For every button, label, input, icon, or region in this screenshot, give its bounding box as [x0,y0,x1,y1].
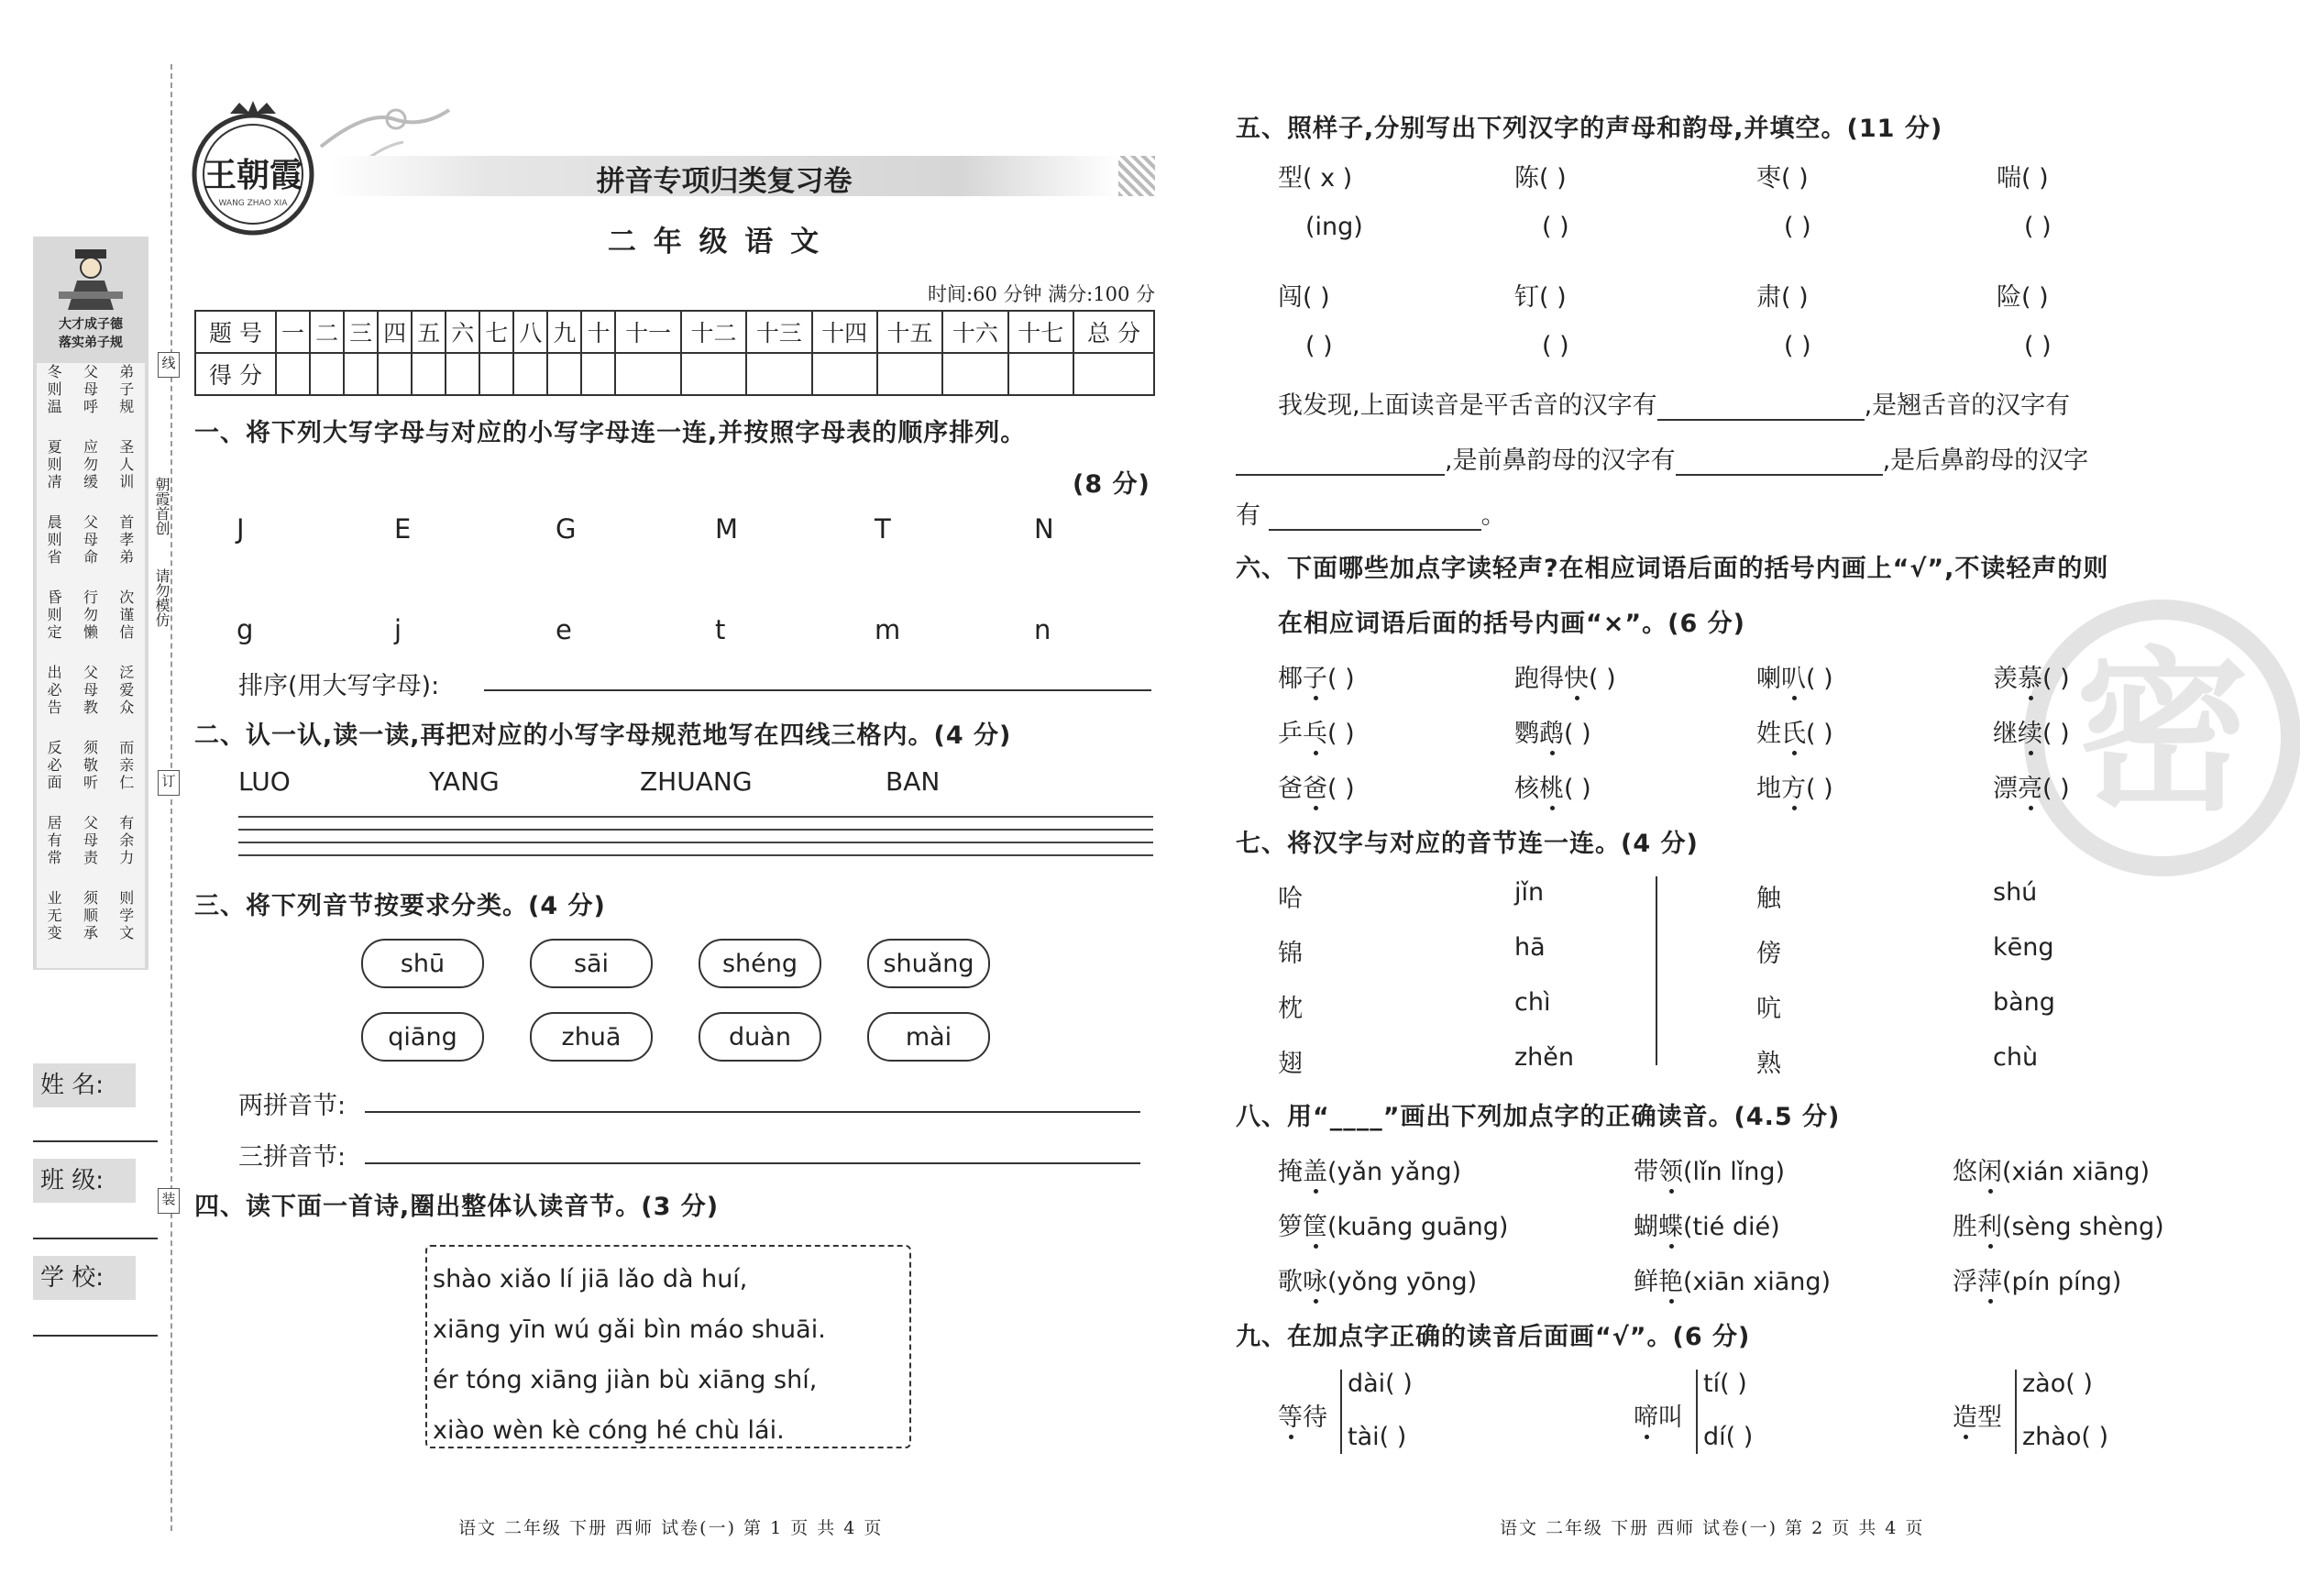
score-input-cell[interactable] [746,353,811,395]
uppercase-letter[interactable]: E [394,513,412,545]
q9-brace [1340,1370,1342,1454]
score-table [194,310,1155,396]
score-input-cell[interactable] [681,353,746,395]
q6-item-answer[interactable]: ( ) [2042,775,2070,803]
q8-item-answer[interactable]: (yǎn yǎng) [1327,1158,1462,1186]
q6-item-dotted-char: 续 [2018,720,2042,748]
q8-item-char: 胜 [1953,1213,1977,1241]
q7-syllable[interactable]: hā [1514,933,1546,962]
q8-title: 八、用“____”画出下列加点字的正确读音。(4.5 分) [1236,1103,1841,1131]
svg-text:王朝霞: 王朝霞 [203,156,303,194]
q8-item-dotted-char: 咏 [1303,1268,1327,1296]
syllable-cloud[interactable]: shuǎng [867,939,990,988]
q6-item-answer[interactable]: ( ) [1564,720,1591,748]
motto-cell: 行勿懒 [83,589,98,641]
q6-item-dotted-char: 子 [1303,665,1327,693]
score-header-cell: 总 分 [1073,311,1154,353]
q6-title-line2: 在相应词语后面的括号内画“×”。(6 分) [1278,610,1745,638]
seal-mark: 装 [158,1188,180,1214]
motto-cell: 父母教 [83,664,98,716]
poem-line: ér tóng xiāng jiàn bù xiāng shí, [433,1366,818,1394]
q9-dotted-char: 造 [1953,1403,1977,1432]
q5-item[interactable]: 钉( ) [1514,283,1567,312]
score-input-cell[interactable] [412,353,446,395]
uppercase-letter[interactable]: G [556,513,577,545]
q6-item-char: 鹦 [1514,720,1539,748]
brand-vertical-text: 朝霞首创 [153,477,171,535]
q6-item-char: 漂 [1993,775,2018,803]
q6-item[interactable] [1278,713,1355,749]
q6-item[interactable] [1993,713,2070,749]
score-label-cell: 得 分 [195,353,276,395]
q7-title: 七、将汉字与对应的音节连一连。(4 分) [1236,830,1699,858]
q6-item[interactable] [1514,713,1591,749]
motto-cell: 昏则定 [47,589,62,641]
footer-right: 语文 二年级 下册 西师 试卷(一) 第 2 页 共 4 页 [1500,1518,1925,1538]
q6-item-dotted-char: 桃 [1539,775,1564,803]
q7-char[interactable]: 触 [1756,885,1781,913]
score-header-cell: 十一 [615,311,680,353]
q6-item[interactable] [1756,768,1833,804]
scholar-figure-icon [50,246,132,310]
seal-mark: 订 [158,770,180,796]
title-banner-pattern [1118,156,1155,196]
time-info: 时间:60 分钟 满分:100 分 [928,283,1155,305]
motto-cell: 出必告 [47,664,62,716]
score-header-cell: 十五 [877,311,942,353]
uppercase-syllable: LUO [238,766,291,797]
uppercase-letter[interactable]: J [237,513,245,545]
q6-item-dotted-char: 鹉 [1539,720,1564,748]
q6-item-dotted-char: 快 [1564,665,1589,693]
q5-blank[interactable] [1676,474,1883,476]
q9-word [1278,1397,1327,1433]
motto-cell: 则学文 [119,889,135,941]
q6-item[interactable] [1278,658,1355,694]
score-header-cell: 题 号 [195,311,276,353]
q7-char[interactable]: 翅 [1278,1050,1303,1078]
q2-title: 二、认一认,读一读,再把对应的小写字母规范地写在四线三格内。(4 分) [194,721,1012,750]
q8-item-dotted-char: 筐 [1303,1213,1327,1241]
q5-item[interactable]: ( ) [2024,213,2052,241]
q8-item-answer[interactable]: (pín píng) [2002,1268,2122,1296]
motto-cell: 圣人训 [119,438,135,490]
q8-item-answer[interactable]: (sèng shèng) [2002,1213,2164,1241]
q8-item[interactable] [1634,1206,1780,1242]
motto-row [37,363,145,438]
q5-item[interactable]: ( ) [1542,213,1569,241]
q7-syllable[interactable]: bàng [1993,988,2055,1017]
q6-item[interactable] [1514,768,1591,804]
score-input-cell[interactable] [812,353,877,395]
motto-row [37,589,145,664]
motto-cell: 晨则省 [47,513,62,566]
q8-item[interactable] [1953,1206,2164,1242]
score-header-cell: 十三 [746,311,811,353]
q8-item-dotted-char: 蝶 [1658,1213,1683,1241]
q9-option[interactable]: dài( ) [1348,1370,1413,1398]
score-input-cell[interactable] [446,353,479,395]
q9-char: 型 [1977,1403,2002,1432]
uppercase-syllable: ZHUANG [640,766,753,797]
poem-line: xiāng yīn wú gǎi bìn máo shuāi. [433,1315,826,1344]
q7-syllable[interactable]: jǐn [1514,878,1545,907]
motto-cell: 居有常 [47,814,62,866]
poem-line: shào xiǎo lí jiā lǎo dà huí, [433,1265,748,1293]
q8-item-char: 蝴 [1634,1213,1658,1241]
q9-char: 待 [1303,1403,1327,1432]
syllable-cloud[interactable]: qiāng [361,1012,484,1062]
score-input-cell[interactable] [310,353,344,395]
q8-item-dotted-char: 领 [1658,1158,1683,1186]
q5-item[interactable]: ( ) [1784,332,1811,360]
score-header-cell: 六 [446,311,479,353]
q8-item-answer[interactable]: (tié dié) [1683,1213,1780,1241]
motto-cell: 反必面 [47,739,62,791]
q5-item[interactable]: ( ) [1542,332,1569,360]
motto-cell: 夏则凊 [47,438,62,490]
motto-cell: 应勿缓 [83,438,98,490]
name-label: 姓 名: [33,1063,136,1107]
motto-cell: 须顺承 [83,889,98,941]
q9-word [1953,1397,2002,1433]
q6-item-answer[interactable]: ( ) [1806,665,1833,693]
q7-syllable[interactable]: chì [1514,988,1551,1017]
q9-brace [2015,1370,2017,1454]
q8-item-char: 带 [1634,1158,1658,1186]
q8-item-char: 浮 [1953,1268,1977,1296]
q8-item-char: 歌 [1278,1268,1303,1296]
q5-item[interactable]: ( ) [2024,332,2052,360]
q5-blank[interactable] [1269,529,1481,531]
motto-cell: 有余力 [119,814,135,866]
q7-syllable[interactable]: shú [1993,878,2038,907]
q7-divider [1656,876,1657,1065]
seal-mark: 线 [158,352,180,378]
motto-cell: 冬则温 [47,363,62,415]
brand-vertical-text-2: 请勿模仿 [153,568,171,627]
score-input-cell[interactable] [344,353,378,395]
q6-item-dotted-char: 爸 [1303,775,1327,803]
q8-item-answer[interactable]: (yǒng yōng) [1327,1268,1478,1296]
q6-item-char: 椰 [1278,665,1303,693]
score-input-cell[interactable] [1008,353,1073,395]
q7-syllable[interactable]: zhěn [1514,1043,1575,1072]
q8-item-dotted-char: 利 [1977,1213,2002,1241]
score-header-cell: 八 [513,311,547,353]
footer-left: 语文 二年级 下册 西师 试卷(一) 第 1 页 共 4 页 [458,1518,884,1538]
motto-cell: 父母责 [83,814,98,866]
q5-item[interactable]: ( ) [1305,332,1333,360]
q9-word [1634,1397,1683,1433]
q7-char[interactable]: 傍 [1756,940,1781,968]
score-header-cell: 九 [547,311,581,353]
q1-score: (8 分) [1073,470,1150,499]
q6-item-dotted-char: 亮 [2018,775,2042,803]
motto-cell: 首孝弟 [119,513,135,566]
uppercase-letter[interactable]: M [715,513,739,545]
q6-item-answer[interactable]: ( ) [1806,720,1833,748]
poem-box [425,1245,911,1448]
q3-two-label: 两拼音节: [238,1092,347,1120]
motto-columns [37,363,145,968]
q7-char[interactable]: 枕 [1278,995,1303,1023]
q6-item-dotted-char: 慕 [2018,665,2042,693]
q5-blank[interactable] [1657,419,1865,421]
q6-item-char: 跑得 [1514,665,1564,693]
q6-item-answer[interactable]: ( ) [1327,775,1355,803]
page-title: 拼音专项归类复习卷 [596,165,853,198]
score-input-cell[interactable] [479,353,513,395]
q6-item-dotted-char: 氏 [1781,720,1806,748]
motto-cell: 父母命 [83,513,98,566]
q8-item[interactable] [1278,1151,1461,1187]
q6-item[interactable] [1993,658,2070,694]
q5-item[interactable]: (ing) [1305,213,1363,241]
q5-title: 五、照样子,分别写出下列汉字的声母和韵母,并填空。(11 分) [1236,115,1943,143]
score-header-cell: 十七 [1008,311,1073,353]
q9-option[interactable]: tài( ) [1348,1423,1407,1451]
q7-char[interactable]: 锦 [1278,940,1303,968]
uppercase-syllable: YANG [429,766,500,797]
motto-row [37,513,145,589]
syllable-cloud[interactable]: shū [361,939,484,988]
score-header-cell: 十 [581,311,615,353]
q6-item[interactable] [1514,658,1616,694]
q6-item-char: 乒 [1278,720,1303,748]
motto-cell: 泛爱众 [119,664,135,716]
motto-cell: 次谨信 [119,589,135,641]
q6-item-char: 地 [1756,775,1781,803]
q9-brace [1696,1370,1698,1454]
poem-line: xiào wèn kè cóng hé chù lái. [433,1416,785,1445]
score-header-cell: 十二 [681,311,746,353]
syllable-cloud[interactable]: zhuā [530,1012,653,1062]
motto-cell: 而亲仁 [119,739,135,791]
q6-item-char: 爸 [1278,775,1303,803]
subject-title: 二 年 级 语 文 [607,226,823,259]
q5-blank[interactable] [1236,474,1445,476]
q7-syllable[interactable]: kēng [1993,933,2054,962]
q9-option[interactable]: zào( ) [2022,1370,2093,1398]
uppercase-letter[interactable]: N [1034,513,1054,545]
q5-item[interactable]: 闯( ) [1278,283,1330,312]
svg-text:密: 密 [2074,630,2250,834]
q6-item-char: 继 [1993,720,2018,748]
q6-item-dotted-char: 叭 [1781,665,1806,693]
q3-title: 三、将下列音节按要求分类。(4 分) [194,892,606,920]
q6-item-answer[interactable]: ( ) [1327,720,1355,748]
score-header-cell: 十六 [942,311,1007,353]
score-header-cell: 五 [412,311,446,353]
syllable-cloud[interactable]: mài [867,1012,990,1062]
motto-row [37,889,145,964]
uppercase-syllable: BAN [886,766,941,797]
class-label: 班 级: [33,1159,136,1203]
school-label: 学 校: [33,1256,136,1300]
q6-item-answer[interactable]: ( ) [1589,665,1616,693]
q9-dotted-char: 等 [1278,1403,1303,1432]
q5-item[interactable]: 型( x ) [1278,164,1353,193]
q5-item[interactable]: 枣( ) [1756,164,1809,193]
class-field[interactable] [33,1238,158,1239]
q3-three-label: 三拼音节: [238,1143,347,1172]
q8-item-char: 鲜 [1634,1268,1658,1296]
lowercase-letter[interactable]: g [237,614,254,645]
score-header-cell: 二 [310,311,344,353]
syllable-cloud[interactable]: duàn [699,1012,821,1062]
score-header-cell: 三 [344,311,378,353]
q6-item-char: 核 [1514,775,1539,803]
q7-char[interactable]: 吭 [1756,995,1781,1023]
score-input-cell[interactable] [581,353,615,395]
score-input-cell[interactable] [378,353,412,395]
q6-item-char: 喇 [1756,665,1781,693]
q5-item[interactable]: 肃( ) [1756,283,1809,312]
q5-item[interactable]: ( ) [1784,213,1811,241]
school-field[interactable] [33,1335,158,1337]
q6-item-answer[interactable]: ( ) [1806,775,1833,803]
name-field[interactable] [33,1140,158,1142]
q5-item[interactable]: 喘( ) [1997,164,2049,193]
q6-item[interactable] [1278,768,1355,804]
q6-item-answer[interactable]: ( ) [1327,665,1355,693]
motto-row [37,664,145,739]
motto-cell: 弟子规 [119,363,135,415]
q8-item-answer[interactable]: (xián xiāng) [2002,1158,2151,1186]
q6-item[interactable] [1756,713,1833,749]
q8-item-dotted-char: 萍 [1977,1268,2002,1296]
score-input-cell[interactable] [1073,353,1154,395]
q6-item[interactable] [1756,658,1833,694]
svg-text:WANG ZHAO XIA: WANG ZHAO XIA [218,199,288,208]
q9-char: 叫 [1658,1403,1683,1432]
q8-item-dotted-char: 盖 [1303,1158,1327,1186]
motto-row [37,739,145,814]
q8-item[interactable] [1278,1261,1477,1297]
q9-option[interactable]: zhào( ) [2022,1423,2108,1451]
score-header-cell: 四 [378,311,412,353]
q8-item-char: 悠 [1953,1158,1977,1186]
q8-item-answer[interactable]: (xiān xiāng) [1683,1268,1832,1296]
q7-char[interactable]: 熟 [1756,1050,1781,1078]
q5-fill-line2: ,是前鼻韵母的汉字有 ,是后鼻韵母的汉字 [1236,440,2088,476]
q8-item[interactable] [1634,1261,1831,1297]
motto-panel [33,237,149,970]
motto-row [37,438,145,513]
score-input-cell[interactable] [877,353,942,395]
score-input-cell[interactable] [547,353,581,395]
q7-char[interactable]: 哈 [1278,885,1303,913]
q9-option[interactable]: dí( ) [1703,1423,1754,1451]
motto-cell: 须敬听 [83,739,98,791]
score-input-cell[interactable] [276,353,310,395]
q6-item-dotted-char: 乓 [1303,720,1327,748]
motto-row [37,814,145,889]
q1-title: 一、将下列大写字母与对应的小写字母连一连,并按照字母表的顺序排列。 [194,419,1027,447]
q9-title: 九、在加点字正确的读音后面画“√”。(6 分) [1236,1323,1751,1351]
q1-sort-label: 排序(用大写字母): [238,672,440,700]
q6-item-dotted-char: 方 [1781,775,1806,803]
syllable-cloud[interactable]: sāi [530,939,653,988]
q3-two-line[interactable] [365,1111,1140,1113]
lowercase-letter[interactable]: m [875,614,901,645]
q8-item-dotted-char: 闲 [1977,1158,2002,1186]
score-header-cell: 七 [479,311,513,353]
q8-item[interactable] [1953,1151,2150,1187]
q9-option[interactable]: tí( ) [1703,1370,1747,1398]
q8-item-answer[interactable]: (lǐn lǐng) [1683,1158,1786,1186]
q6-item[interactable] [1993,768,2070,804]
lowercase-letter[interactable]: t [715,614,726,645]
q3-three-line[interactable] [365,1162,1140,1164]
q5-fill-line1: 我发现,上面读音是平舌音的汉字有 ,是翘舌音的汉字有 [1278,391,2071,420]
q8-item-char: 箩 [1278,1213,1303,1241]
q6-item-answer[interactable]: ( ) [1564,775,1591,803]
four-line-grid[interactable] [238,816,1153,856]
syllable-cloud[interactable]: shéng [699,939,821,988]
q8-item[interactable] [1953,1261,2121,1297]
score-header-cell: 一 [276,311,310,353]
lowercase-letter[interactable]: j [394,614,402,645]
q1-sort-line[interactable] [484,689,1151,691]
score-header-cell: 十四 [812,311,877,353]
q6-item-char: 姓 [1756,720,1781,748]
score-input-cell[interactable] [615,353,680,395]
motto-cell: 业无变 [47,889,62,941]
q5-item[interactable]: 险( ) [1997,283,2049,312]
score-input-cell[interactable] [942,353,1007,395]
q6-item-char: 羡 [1993,665,2018,693]
q5-fill-line3: 有 。 [1236,501,1506,530]
logo-emblem [180,99,326,237]
q6-title-line1: 六、下面哪些加点字读轻声?在相应词语后面的括号内画上“√”,不读轻声的则 [1236,555,2109,583]
q8-item-char: 掩 [1278,1158,1303,1186]
q7-syllable[interactable]: chù [1993,1043,2039,1072]
q8-item[interactable] [1278,1206,1508,1242]
q5-item[interactable]: 陈( ) [1514,164,1567,193]
q6-item-answer[interactable]: ( ) [2042,665,2070,693]
q6-item-answer[interactable]: ( ) [2042,720,2070,748]
uppercase-letter[interactable]: T [875,513,891,545]
score-input-cell[interactable] [513,353,547,395]
lowercase-letter[interactable]: n [1034,614,1051,645]
binding-dashed-line [171,64,172,1531]
lowercase-letter[interactable]: e [556,614,572,645]
motto-header: 大才成子德 落实弟子规 [59,317,123,350]
q8-item-dotted-char: 艳 [1658,1268,1683,1296]
motto-cell: 父母呼 [83,363,98,415]
q8-item[interactable] [1634,1151,1785,1187]
q4-title: 四、读下面一首诗,圈出整体认读音节。(3 分) [194,1193,720,1221]
q9-dotted-char: 啼 [1634,1403,1658,1432]
q8-item-answer[interactable]: (kuāng guāng) [1327,1213,1509,1241]
